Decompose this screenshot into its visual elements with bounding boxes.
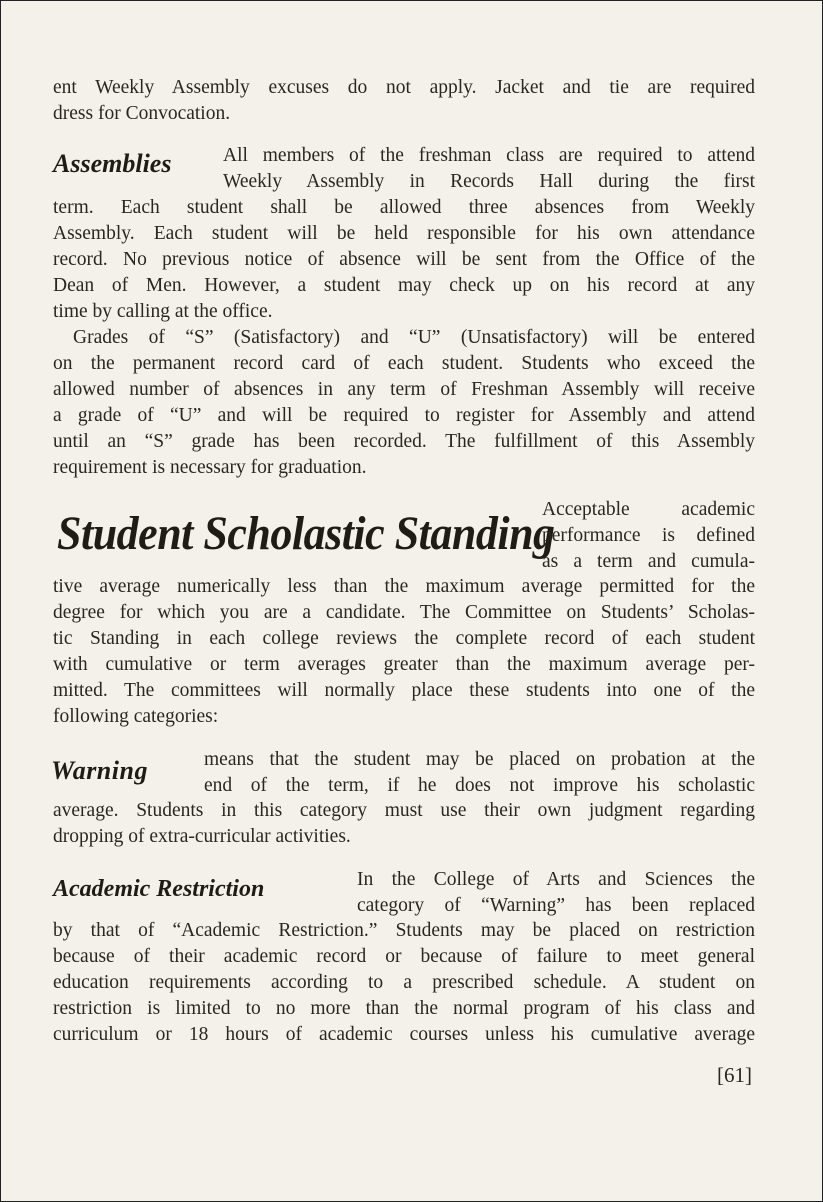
page-number: [61] xyxy=(717,1063,752,1087)
text-line: by that of “Academic Restriction.” Students may be placed on restriction xyxy=(53,920,755,941)
restriction-side-text xyxy=(357,867,755,919)
text-line: All members of the freshman class are required to attend xyxy=(223,145,755,166)
text-line: because of their academic record or because of failure to meet general xyxy=(53,946,755,967)
text-line: means that the student may be placed on probation at the xyxy=(204,749,755,770)
assemblies-heading: Assemblies xyxy=(53,149,172,178)
text-line: allowed number of absences in any term of Freshman Assembly will receive xyxy=(53,379,755,400)
text-line: as a term and cumula- xyxy=(542,551,755,572)
text-line: with cumulative or term averages greater than the maximum average per- xyxy=(53,654,755,675)
warning-side-text xyxy=(204,747,755,799)
text-line: education requirements according to a prescribed schedule. A student on xyxy=(53,972,755,993)
text-line: requirement is necessary for graduation. xyxy=(53,457,367,478)
text-line: category of “Warning” has been replaced xyxy=(357,895,755,916)
text-line: In the College of Arts and Sciences the xyxy=(357,869,755,890)
text-line: until an “S” grade has been recorded. The fulfillment of this Assembly xyxy=(53,431,755,452)
assemblies-grades-paragraph xyxy=(53,325,755,481)
text-line: Grades of “S” (Satisfactory) and “U” (Unsatisfactory) will be entered xyxy=(73,327,755,348)
text-line: dress for Convocation. xyxy=(53,103,231,124)
text-line: restriction is limited to no more than the normal program of his class and xyxy=(53,998,755,1019)
assemblies-side-text xyxy=(223,143,755,195)
text-line: tive average numerically less than the maximum average permitted for the xyxy=(53,576,755,597)
text-line: term. Each student shall be allowed three absences from Weekly xyxy=(53,197,755,218)
text-line: Dean of Men. However, a student may check up on his record at any xyxy=(53,275,755,296)
text-line: performance is defined xyxy=(542,525,755,546)
text-line: average. Students in this category must use their own judgment regarding xyxy=(53,800,755,821)
text-line: Weekly Assembly in Records Hall during the first xyxy=(223,171,755,192)
text-line: time by calling at the office. xyxy=(53,301,273,322)
assemblies-paragraph xyxy=(53,195,755,325)
text-line: Assembly. Each student will be held responsible for his own attendance xyxy=(53,223,755,244)
warning-heading: Warning xyxy=(51,756,148,785)
warning-paragraph xyxy=(53,798,755,850)
text-line: tic Standing in each college reviews the complete record of each student xyxy=(53,628,755,649)
text-line: a grade of “U” and will be required to register for Assembly and attend xyxy=(53,405,755,426)
text-line: end of the term, if he does not improve his scholastic xyxy=(204,775,755,796)
standing-side-text xyxy=(542,497,755,575)
text-line: mitted. The committees will normally place these students into one of the xyxy=(53,680,755,701)
restriction-paragraph xyxy=(53,918,755,1048)
text-line: dropping of extra-curricular activities. xyxy=(53,826,351,847)
text-line: Acceptable academic xyxy=(542,499,755,520)
text-line: degree for which you are a candidate. The Committee on Students’ Scholas- xyxy=(53,602,755,623)
text-line: on the permanent record card of each student. Students who exceed the xyxy=(53,353,755,374)
academic-restriction-heading: Academic Restriction xyxy=(53,876,265,902)
text-line: curriculum or 18 hours of academic courses unless his cumulative average xyxy=(53,1024,755,1045)
standing-paragraph xyxy=(53,574,755,730)
text-line: record. No previous notice of absence will be sent from the Office of the xyxy=(53,249,755,270)
intro-paragraph xyxy=(53,75,755,127)
text-line: ent Weekly Assembly excuses do not apply. Jacket and tie are required xyxy=(53,77,755,98)
scholastic-standing-heading: Student Scholastic Standing xyxy=(57,507,555,560)
text-line: following categories: xyxy=(53,706,219,727)
